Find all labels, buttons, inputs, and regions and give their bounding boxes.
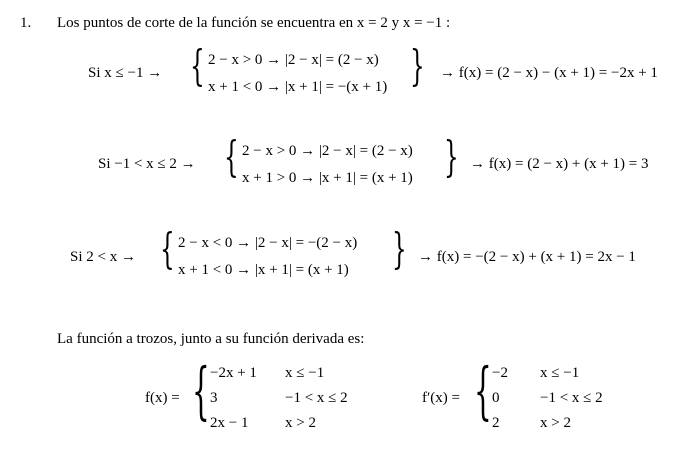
f-row-3-expr: 2x − 1: [210, 415, 249, 431]
case-2-result: → f(x) = (2 − x) + (x + 1) = 3: [470, 156, 649, 172]
case-1-line-2: x + 1 < 0 → |x + 1| = −(x + 1): [208, 79, 388, 95]
left-brace-icon: {: [224, 132, 239, 181]
case-1-result: → f(x) = (2 − x) − (x + 1) = −2x + 1: [440, 65, 658, 81]
intro-text: Los puntos de corte de la función se encuentra en x = 2 y x = −1 :: [57, 15, 451, 31]
right-brace-icon: }: [444, 132, 459, 181]
f-row-3-cond: x > 2: [285, 415, 316, 431]
fprime-label: f′(x) =: [422, 390, 460, 406]
f-row-2-cond: −1 < x ≤ 2: [285, 390, 348, 406]
case-1-condition: Si x ≤ −1 →: [88, 65, 163, 81]
fprime-row-1-expr: −2: [492, 365, 508, 381]
case-1-line-1: 2 − x > 0 → |2 − x| = (2 − x): [208, 52, 379, 68]
right-brace-icon: }: [392, 224, 407, 273]
case-2-condition: Si −1 < x ≤ 2 →: [98, 156, 196, 172]
left-brace-icon: {: [192, 354, 210, 427]
fprime-row-3-cond: x > 2: [540, 415, 571, 431]
case-3-condition: Si 2 < x →: [70, 249, 136, 265]
left-brace-icon: {: [160, 224, 175, 273]
item-number: 1.: [20, 15, 32, 31]
case-2-line-2: x + 1 > 0 → |x + 1| = (x + 1): [242, 170, 413, 186]
f-row-1-expr: −2x + 1: [210, 365, 257, 381]
case-3-line-1: 2 − x < 0 → |2 − x| = −(2 − x): [178, 235, 358, 251]
fprime-row-3-expr: 2: [492, 415, 500, 431]
case-2-line-1: 2 − x > 0 → |2 − x| = (2 − x): [242, 143, 413, 159]
left-brace-icon: {: [190, 41, 205, 90]
f-row-2-expr: 3: [210, 390, 218, 406]
case-3-line-2: x + 1 < 0 → |x + 1| = (x + 1): [178, 262, 349, 278]
fprime-row-2-cond: −1 < x ≤ 2: [540, 390, 603, 406]
summary-text: La función a trozos, junto a su función derivada es:: [57, 331, 365, 347]
left-brace-icon: {: [474, 354, 492, 427]
f-label: f(x) =: [145, 390, 180, 406]
f-row-1-cond: x ≤ −1: [285, 365, 325, 381]
fprime-row-1-cond: x ≤ −1: [540, 365, 580, 381]
fprime-row-2-expr: 0: [492, 390, 500, 406]
right-brace-icon: }: [410, 41, 425, 90]
case-3-result: → f(x) = −(2 − x) + (x + 1) = 2x − 1: [418, 249, 636, 265]
